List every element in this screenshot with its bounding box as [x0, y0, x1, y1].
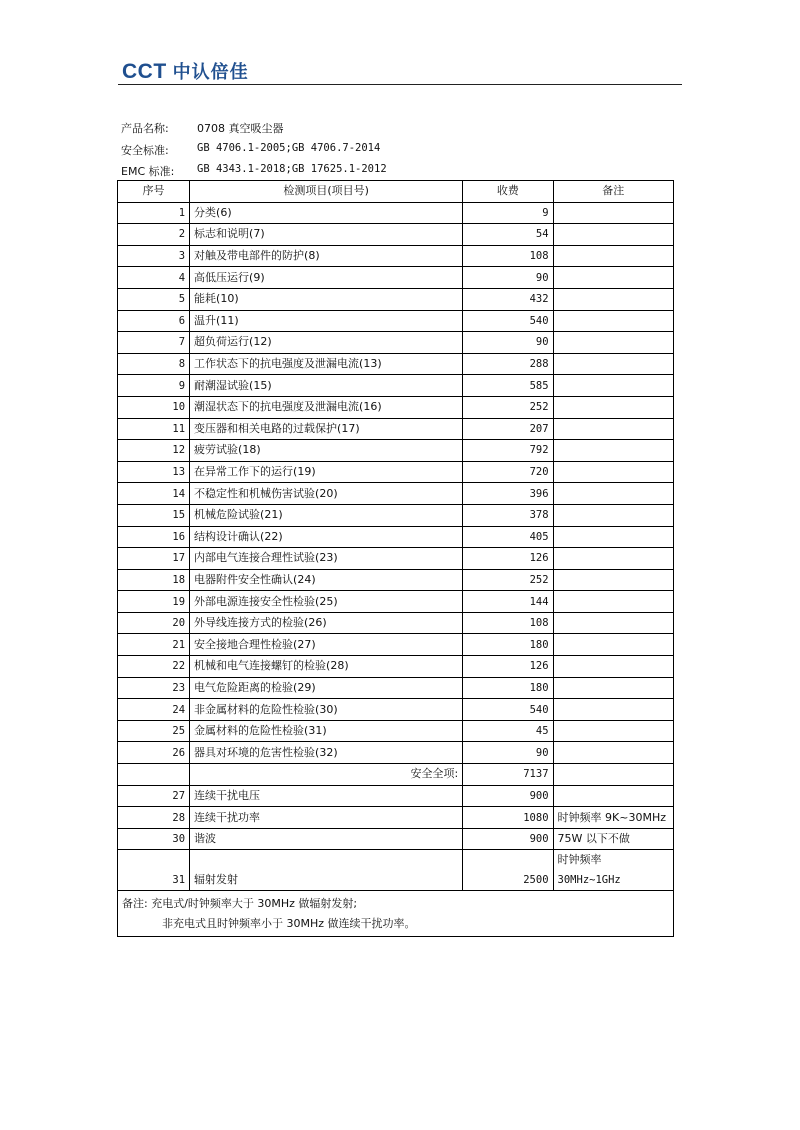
cell-note [553, 742, 673, 764]
cell-note [553, 418, 673, 440]
cell-fee: 90 [463, 332, 553, 354]
cell-no: 17 [118, 548, 190, 570]
table-row [118, 440, 674, 462]
cell-fee: 108 [463, 612, 553, 634]
meta-label: 安全标准: [121, 143, 169, 157]
cell-item: 电气危险距离的检验(29) [190, 677, 463, 699]
header-fee: 收费 [463, 181, 553, 203]
table-row [118, 850, 674, 891]
table-row [118, 224, 674, 246]
cell-no: 16 [118, 526, 190, 548]
table-row [118, 807, 674, 829]
cell-item: 温升(11) [190, 310, 463, 332]
cell-note [553, 310, 673, 332]
cell-no: 30 [118, 828, 190, 850]
cell-no: 15 [118, 504, 190, 526]
cell-note: 75W 以下不做 [553, 828, 673, 850]
cell-note [553, 461, 673, 483]
cell-no: 10 [118, 396, 190, 418]
cell-note [553, 267, 673, 289]
meta-value: 0708 真空吸尘器 [197, 122, 284, 135]
table-row [118, 548, 674, 570]
table-row [118, 483, 674, 505]
cell-fee: 288 [463, 353, 553, 375]
cell-no: 28 [118, 807, 190, 829]
cell-fee: 252 [463, 569, 553, 591]
remark-line: 备注: 充电式/时钟频率大于 30MHz 做辐射发射; [122, 896, 358, 910]
header-note: 备注 [553, 181, 673, 203]
cell-no: 31 [118, 850, 190, 891]
cell-item: 超负荷运行(12) [190, 332, 463, 354]
cell-fee: 2500 [463, 850, 553, 891]
cell-fee: 126 [463, 656, 553, 678]
cell-item: 辐射发射 [190, 850, 463, 891]
cell-item: 变压器和相关电路的过载保护(17) [190, 418, 463, 440]
cell-fee: 108 [463, 245, 553, 267]
cell-no: 6 [118, 310, 190, 332]
cell-note [553, 504, 673, 526]
table-row [118, 375, 674, 397]
table-row [118, 504, 674, 526]
table-row [118, 418, 674, 440]
cell-no: 18 [118, 569, 190, 591]
cell-no: 8 [118, 353, 190, 375]
table-row [118, 699, 674, 721]
cell-fee: 180 [463, 634, 553, 656]
table-row [118, 634, 674, 656]
cell-note [553, 699, 673, 721]
cell-item: 连续干扰电压 [190, 785, 463, 807]
cell-item: 能耗(10) [190, 288, 463, 310]
cell-item: 金属材料的危险性检验(31) [190, 720, 463, 742]
subtotal-label: 安全全项: [190, 764, 463, 786]
cell-no: 12 [118, 440, 190, 462]
cell-item: 外部电源连接安全性检验(25) [190, 591, 463, 613]
header-divider [118, 84, 682, 85]
note-line: 30MHz~1GHz [557, 874, 621, 887]
cell-item: 非金属材料的危险性检验(30) [190, 699, 463, 721]
cell-item: 安全接地合理性检验(27) [190, 634, 463, 656]
cell-fee: 144 [463, 591, 553, 613]
cell-item: 分类(6) [190, 202, 463, 224]
logo-chinese-text: 中认倍佳 [172, 62, 249, 83]
cell-item: 高低压运行(9) [190, 267, 463, 289]
cell-fee: 1080 [463, 807, 553, 829]
table-row [118, 310, 674, 332]
table-row [118, 267, 674, 289]
cell-fee: 378 [463, 504, 553, 526]
cell-fee: 900 [463, 828, 553, 850]
table-row [118, 202, 674, 224]
cell-note [553, 764, 673, 786]
table-row [118, 785, 674, 807]
table-row [118, 569, 674, 591]
cell-item: 器具对环境的危害性检验(32) [190, 742, 463, 764]
cell-note [553, 720, 673, 742]
table-row [118, 656, 674, 678]
cell-no: 21 [118, 634, 190, 656]
page-header [122, 58, 682, 84]
cell-no: 7 [118, 332, 190, 354]
subtotal-row [118, 764, 674, 786]
table-row [118, 591, 674, 613]
cell-no: 27 [118, 785, 190, 807]
cell-note [553, 612, 673, 634]
table-row [118, 612, 674, 634]
cell-item: 对触及带电部件的防护(8) [190, 245, 463, 267]
table-row [118, 720, 674, 742]
meta-value: GB 4343.1-2018;GB 17625.1-2012 [197, 163, 387, 175]
cell-note: 时钟频率 9K~30MHz [553, 807, 673, 829]
cell-no: 9 [118, 375, 190, 397]
cell-fee: 180 [463, 677, 553, 699]
table-row [118, 742, 674, 764]
header-no: 序号 [118, 181, 190, 203]
cell-no: 4 [118, 267, 190, 289]
cell-no: 11 [118, 418, 190, 440]
cell-no: 13 [118, 461, 190, 483]
meta-label: 产品名称: [121, 122, 169, 135]
cell-no: 2 [118, 224, 190, 246]
cell-item: 工作状态下的抗电强度及泄漏电流(13) [190, 353, 463, 375]
meta-value: GB 4706.1-2005;GB 4706.7-2014 [197, 141, 381, 154]
cell-fee: 900 [463, 785, 553, 807]
table-row [118, 461, 674, 483]
remarks-row [118, 891, 674, 937]
cell-fee: 252 [463, 396, 553, 418]
cell-item: 疲劳试验(18) [190, 440, 463, 462]
cell-no: 3 [118, 245, 190, 267]
table-row [118, 332, 674, 354]
cell-item: 在异常工作下的运行(19) [190, 461, 463, 483]
cell-note [553, 245, 673, 267]
table-row [118, 677, 674, 699]
cell-item: 标志和说明(7) [190, 224, 463, 246]
cell-note [553, 224, 673, 246]
cell-note [553, 656, 673, 678]
cell-note [553, 569, 673, 591]
table-row [118, 828, 674, 850]
cell-fee: 585 [463, 375, 553, 397]
cell-no: 23 [118, 677, 190, 699]
meta-label: EMC 标准: [121, 165, 175, 178]
cell-item: 结构设计确认(22) [190, 526, 463, 548]
cell-no: 1 [118, 202, 190, 224]
cell-note [553, 634, 673, 656]
table-header-row [118, 181, 674, 203]
fee-table [117, 180, 674, 937]
cell-note [553, 548, 673, 570]
cell-fee: 720 [463, 461, 553, 483]
cell-note [553, 353, 673, 375]
cell-no: 20 [118, 612, 190, 634]
note-line: 时钟频率 [557, 853, 602, 867]
cell-no: 26 [118, 742, 190, 764]
cell-fee: 126 [463, 548, 553, 570]
cell-fee: 90 [463, 267, 553, 289]
cell-no: 24 [118, 699, 190, 721]
header-item: 检测项目(项目号) [190, 181, 463, 203]
cell-item: 谐波 [190, 828, 463, 850]
meta-row-safety-standard [121, 142, 681, 164]
cell-fee: 540 [463, 310, 553, 332]
cell-fee: 540 [463, 699, 553, 721]
cell-no: 19 [118, 591, 190, 613]
cell-note [553, 288, 673, 310]
cell-no: 22 [118, 656, 190, 678]
cell-note [553, 440, 673, 462]
cell-fee: 396 [463, 483, 553, 505]
cell-fee: 90 [463, 742, 553, 764]
cell-fee: 9 [463, 202, 553, 224]
table-row [118, 353, 674, 375]
cell-note [553, 483, 673, 505]
cell-note [553, 396, 673, 418]
cell-fee: 432 [463, 288, 553, 310]
remark-line: 非充电式且时钟频率小于 30MHz 做连续干扰功率。 [162, 916, 416, 930]
cell-no: 14 [118, 483, 190, 505]
cell-item: 潮湿状态下的抗电强度及泄漏电流(16) [190, 396, 463, 418]
cell-item: 外导线连接方式的检验(26) [190, 612, 463, 634]
cell-note [553, 526, 673, 548]
cell-item: 不稳定性和机械伤害试验(20) [190, 483, 463, 505]
table-row [118, 288, 674, 310]
logo-latin-text: CCT [122, 60, 167, 83]
product-meta [121, 120, 681, 185]
cell-fee: 54 [463, 224, 553, 246]
cell-item: 耐潮湿试验(15) [190, 375, 463, 397]
cell-fee: 207 [463, 418, 553, 440]
cell-item: 内部电气连接合理性试验(23) [190, 548, 463, 570]
company-logo [122, 58, 682, 84]
table-row [118, 396, 674, 418]
cell-fee: 792 [463, 440, 553, 462]
cell-no: 5 [118, 288, 190, 310]
cell-fee: 45 [463, 720, 553, 742]
cell-note [553, 332, 673, 354]
cell-fee: 405 [463, 526, 553, 548]
cell-item: 电器附件安全性确认(24) [190, 569, 463, 591]
meta-row-product [121, 120, 681, 142]
cell-note [553, 785, 673, 807]
subtotal-fee: 7137 [463, 764, 553, 786]
cell-note [553, 850, 673, 891]
cell-note [553, 677, 673, 699]
cell-note [553, 375, 673, 397]
cell-item: 机械和电气连接螺钉的检验(28) [190, 656, 463, 678]
cell-no: 25 [118, 720, 190, 742]
cell-note [553, 202, 673, 224]
cell-no [118, 764, 190, 786]
table-row [118, 245, 674, 267]
cell-note [553, 591, 673, 613]
remarks-cell [118, 891, 674, 937]
cell-item: 连续干扰功率 [190, 807, 463, 829]
table-row [118, 526, 674, 548]
cell-item: 机械危险试验(21) [190, 504, 463, 526]
